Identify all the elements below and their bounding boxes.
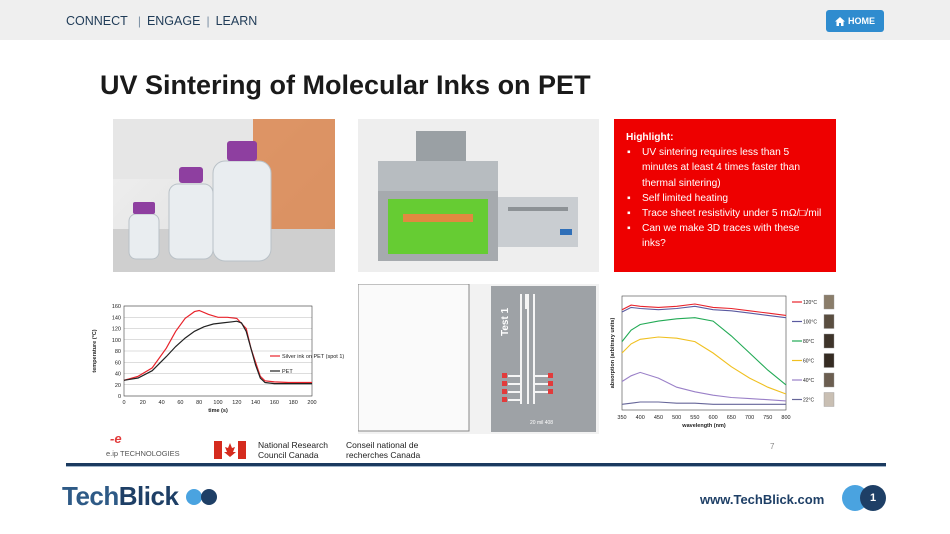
absorption-chart xyxy=(606,288,840,434)
y-tick-label: 140 xyxy=(111,315,121,322)
nrc-english-line-2: Council Canada xyxy=(258,450,319,460)
temperature-chart xyxy=(90,298,360,422)
eip-logo-text: e.ip TECHNOLOGIES xyxy=(106,449,180,458)
techblick-logo-blick: Blick xyxy=(118,481,179,511)
x-tick-label: 20 xyxy=(139,400,146,406)
techblick-logo[interactable] xyxy=(62,481,219,512)
nav-learn[interactable]: LEARN xyxy=(215,14,258,28)
highlight-box xyxy=(614,119,836,272)
top-nav xyxy=(66,14,257,28)
x-tick-label: 100 xyxy=(213,400,223,406)
nav-separator: | xyxy=(206,14,210,28)
partner-logos xyxy=(100,432,800,462)
highlight-list xyxy=(626,145,826,251)
x-tick-label: 550 xyxy=(690,415,700,421)
canada-flag-icon xyxy=(214,441,246,459)
y-tick-label: 120 xyxy=(111,326,121,333)
sample-swatch xyxy=(824,393,834,407)
x-tick-label: 650 xyxy=(726,415,736,421)
top-bar xyxy=(0,0,950,40)
x-tick-label: 800 xyxy=(781,415,791,421)
y-tick-label: 160 xyxy=(111,304,121,310)
trace-test-label: Test 1 xyxy=(500,307,511,336)
slide-number: 1 xyxy=(860,485,886,511)
y-tick-label: 60 xyxy=(114,360,121,367)
nav-engage[interactable]: ENGAGE xyxy=(146,14,201,28)
legend-label: 40°C xyxy=(803,378,815,384)
original-page-number: 7 xyxy=(770,442,775,451)
x-axis-label: wavelength (nm) xyxy=(682,423,726,429)
footer-url[interactable]: www.TechBlick.com xyxy=(700,492,825,507)
x-tick-label: 600 xyxy=(708,415,718,421)
trace-caption: 20 mil 408 xyxy=(530,420,554,426)
legend-label: 22°C xyxy=(803,397,815,404)
legend-label: Silver ink on PET (spot 1) xyxy=(282,354,345,360)
legend-label: 60°C xyxy=(803,358,815,365)
uv-sintering-apparatus-photo xyxy=(358,119,599,272)
y-tick-label: 40 xyxy=(114,371,121,378)
highlight-heading: Highlight: xyxy=(626,132,674,143)
x-tick-label: 750 xyxy=(763,415,773,421)
x-tick-label: 400 xyxy=(635,415,645,421)
highlight-item: ▪ UV sintering requires less than 5 minutes at least 4 times faster than thermal sintering) xyxy=(626,145,826,191)
y-tick-label: 80 xyxy=(114,349,121,355)
nrc-french-line-1: Conseil national de xyxy=(346,440,419,450)
eip-logo-mark: -e xyxy=(110,432,122,446)
x-tick-label: 160 xyxy=(269,400,279,406)
plot-frame xyxy=(622,296,786,410)
nav-separator: | xyxy=(137,14,141,28)
nav-connect[interactable]: CONNECT xyxy=(66,14,128,28)
x-tick-label: 140 xyxy=(251,400,261,406)
x-tick-label: 500 xyxy=(672,415,682,421)
y-axis-label: temperature (°C) xyxy=(92,329,98,373)
x-tick-label: 450 xyxy=(653,415,664,421)
ink-bottles-photo xyxy=(113,119,335,272)
sample-swatch xyxy=(824,315,834,329)
footer-rule-thin xyxy=(66,466,886,467)
y-tick-label: 0 xyxy=(117,394,121,400)
x-tick-label: 60 xyxy=(177,400,184,406)
home-button[interactable] xyxy=(826,10,884,32)
y-axis-label: absorption (arbitrary units) xyxy=(610,317,616,389)
x-tick-label: 180 xyxy=(288,400,298,406)
legend-label: 120°C xyxy=(803,300,817,306)
x-tick-label: 350 xyxy=(617,415,627,421)
legend-label: 80°C xyxy=(803,339,815,345)
x-tick-label: 120 xyxy=(232,400,242,406)
x-tick-label: 700 xyxy=(744,415,755,421)
printed-trace-image xyxy=(358,284,599,434)
techblick-logo-tech: Tech xyxy=(62,481,119,511)
nrc-french-line-2: recherches Canada xyxy=(346,450,421,460)
sample-swatch xyxy=(824,295,834,309)
techblick-dots-icon xyxy=(185,487,219,507)
y-tick-label: 100 xyxy=(111,337,121,344)
highlight-item: ▪ Trace sheet resistivity under 5 mΩ/□/mil xyxy=(626,206,826,221)
legend-label: 100°C xyxy=(803,319,817,326)
home-icon xyxy=(835,17,845,26)
sample-swatch xyxy=(824,354,834,368)
x-axis-label: time (s) xyxy=(208,408,228,414)
slide-title: UV Sintering of Molecular Inks on PET xyxy=(100,70,591,100)
nrc-english-line-1: National Research xyxy=(258,440,328,450)
sample-swatch xyxy=(824,334,834,348)
y-tick-label: 20 xyxy=(114,382,121,389)
home-button-label: HOME xyxy=(848,16,875,26)
x-tick-label: 0 xyxy=(122,400,126,406)
highlight-item: ▪ Self limited heating xyxy=(626,191,826,206)
highlight-item: ▪ Can we make 3D traces with these inks? xyxy=(626,221,826,251)
legend-label: PET xyxy=(282,369,293,375)
x-tick-label: 40 xyxy=(158,400,165,406)
x-tick-label: 200 xyxy=(307,400,317,406)
sample-swatch xyxy=(824,373,834,387)
x-tick-label: 80 xyxy=(196,400,203,406)
